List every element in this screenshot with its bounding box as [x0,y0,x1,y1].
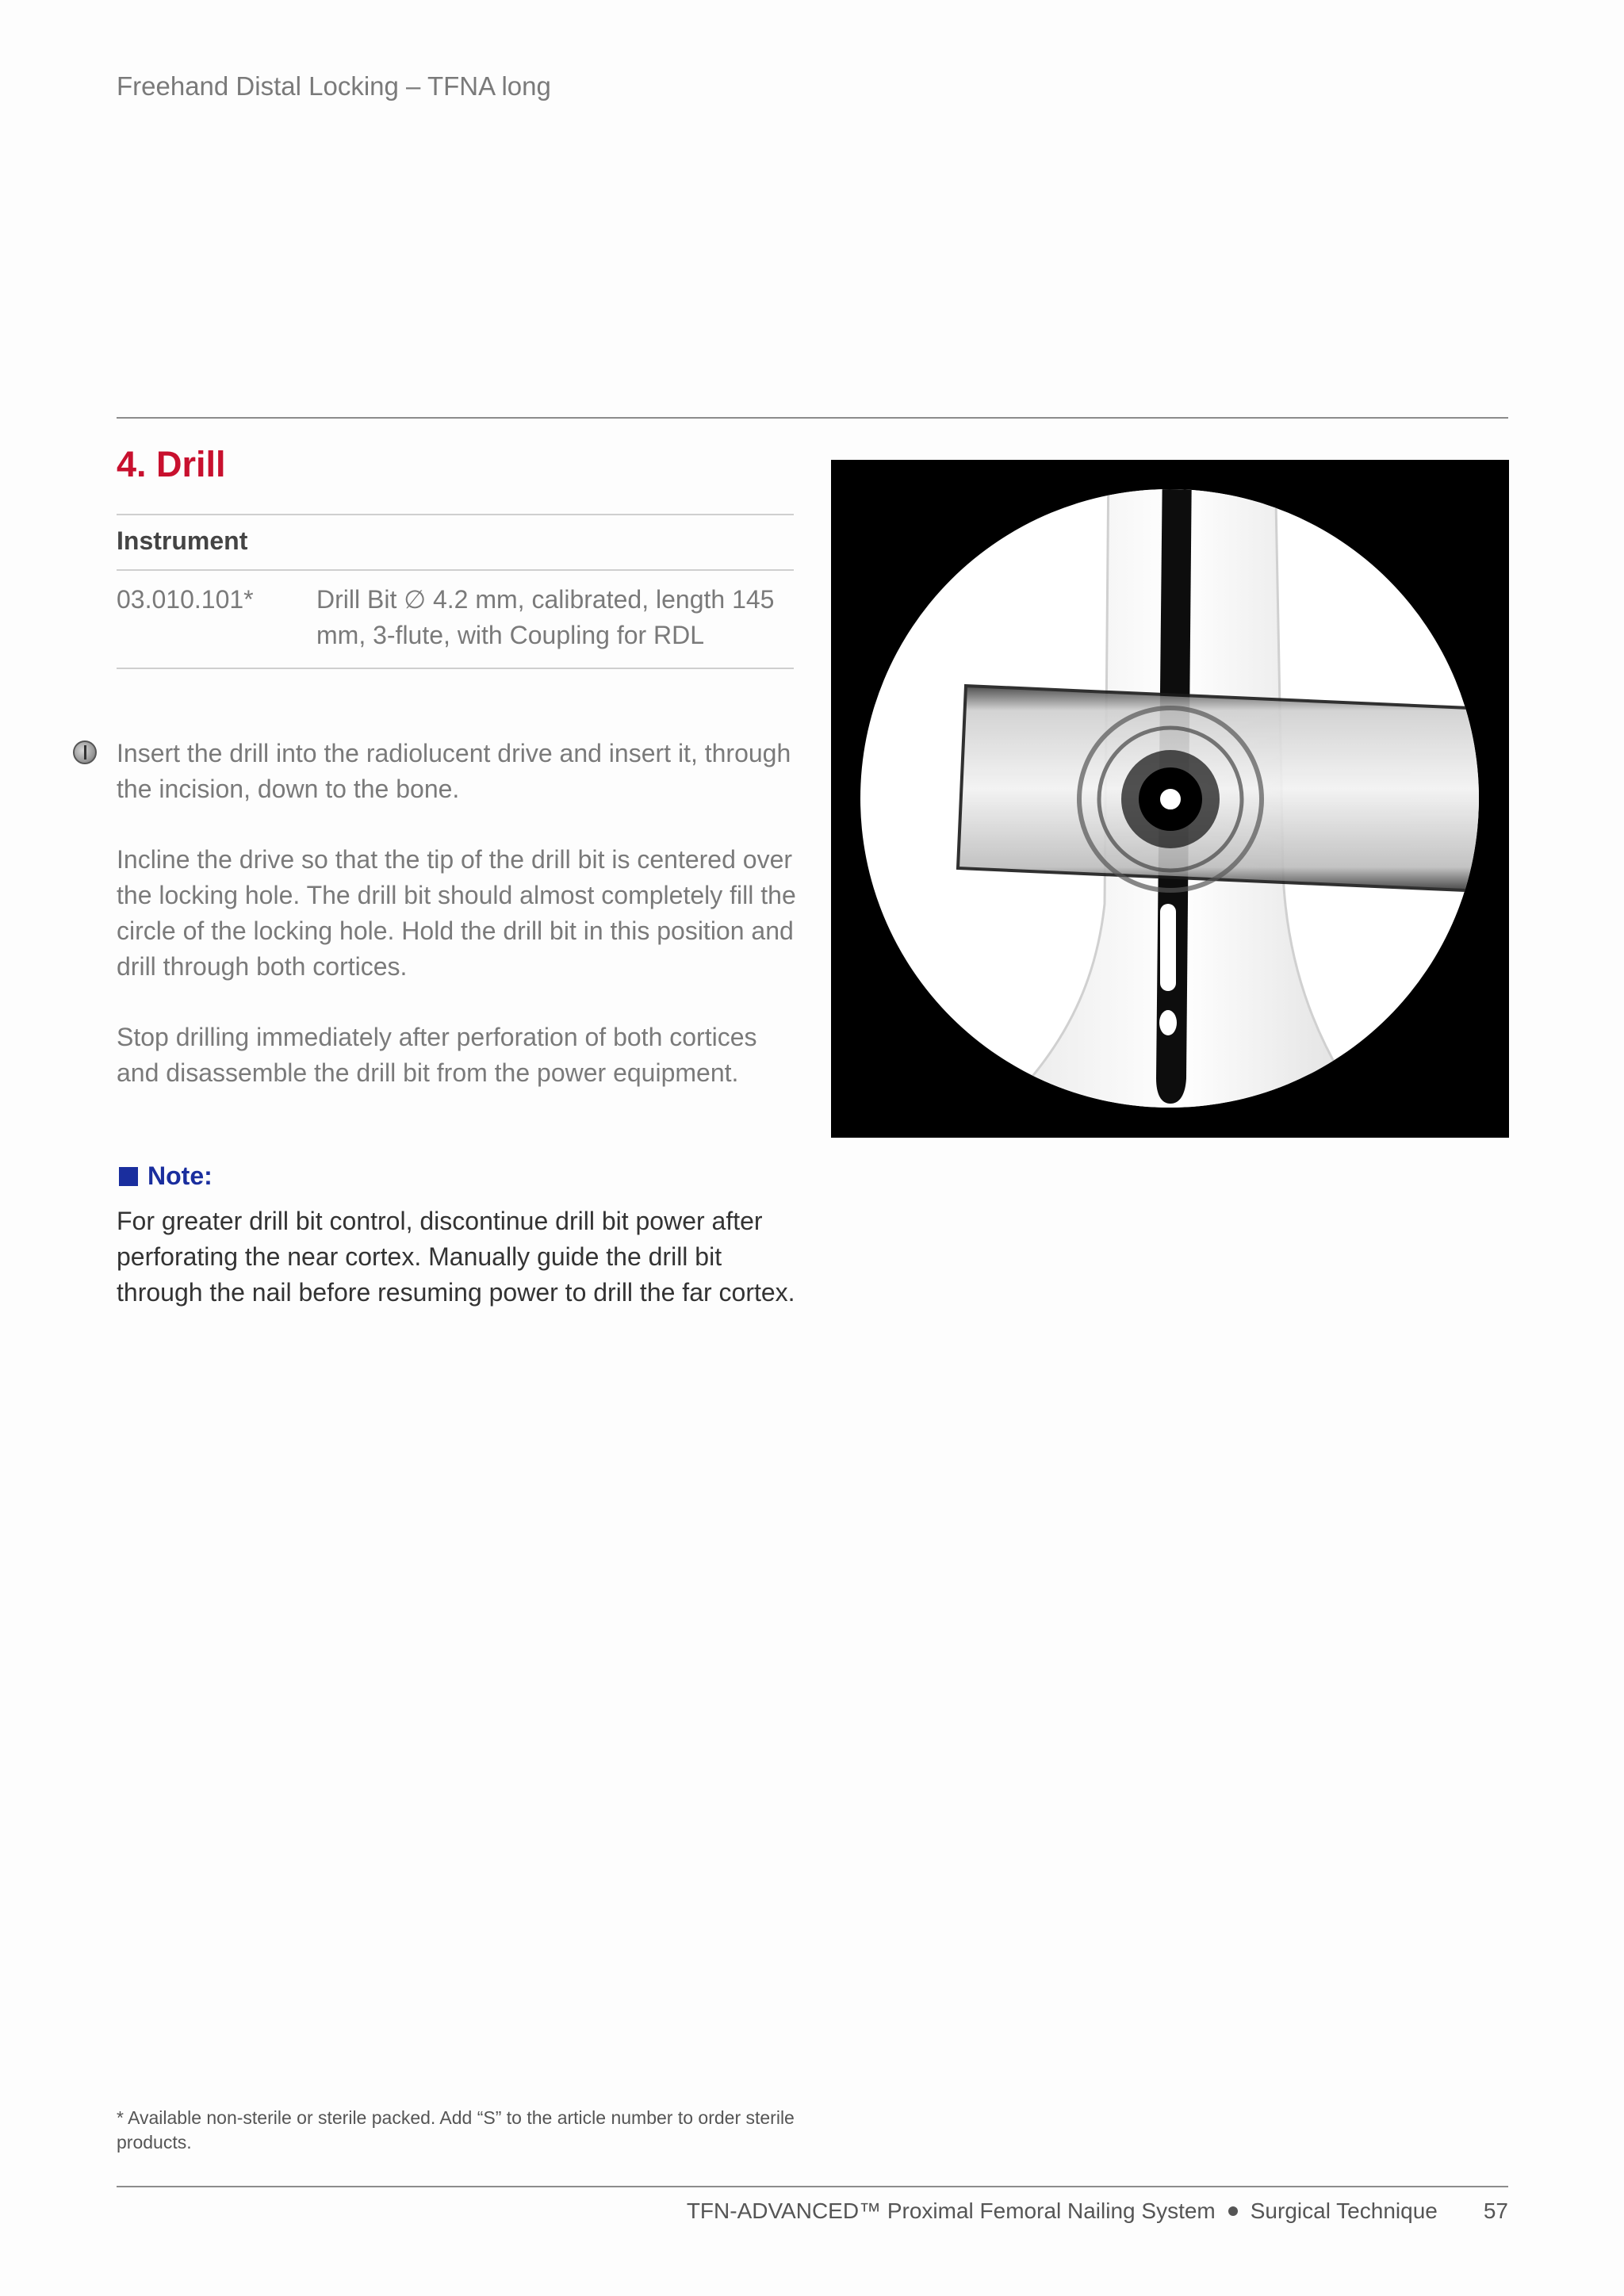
footnote: * Available non-sterile or sterile packed. Add “S” to the article number to order sterile products. [117,2107,795,2152]
fluoroscopy-image [831,460,1509,1138]
bullet-separator [1228,2206,1238,2216]
page-footer [687,2198,1508,2224]
bottom-divider [117,2186,1508,2187]
instructions [117,736,799,1126]
footer-doc-type: Surgical Technique [1250,2198,1438,2223]
article-number: 03.010.101* [117,585,254,614]
step-paragraph: Stop drilling immediately after perforation of both cortices and disassemble the drill bit from the power equipment. [117,1023,757,1087]
section-title: 4. Drill [117,444,226,484]
note-text: For greater drill bit control, discontinue drill bit power after perforating the near cortex. Manually guide the drill bit through the nail before resuming power to drill the far cortex. [117,1207,795,1307]
running-header: Freehand Distal Locking – TFNA long [117,71,551,101]
instrument-table [117,514,794,669]
step-paragraph: Incline the drive so that the tip of the drill bit is centered over the locking hole. The drill bit should almost completely fill the circle of the locking hole. Hold the drill bit in this position and drill through both cortices. [117,845,796,981]
xray-illustration [831,460,1509,1138]
note-square-icon [119,1167,138,1186]
page-number: 57 [1483,2198,1508,2223]
table-rule-bottom [117,668,794,669]
step-paragraph: Insert the drill into the radiolucent drive and insert it, through the incision, down to the bone. [117,739,791,803]
article-description: Drill Bit ∅ 4.2 mm, calibrated, length 145 mm, 3-flute, with Coupling for RDL [316,585,775,649]
table-row [117,571,794,668]
note-label: Note: [147,1161,213,1190]
table-heading: Instrument [117,526,248,555]
image-intensifier-icon [73,740,97,764]
footer-product: TFN-ADVANCED™ Proximal Femoral Nailing System [686,2198,1216,2223]
top-divider [117,417,1508,419]
note-heading [119,1161,213,1191]
